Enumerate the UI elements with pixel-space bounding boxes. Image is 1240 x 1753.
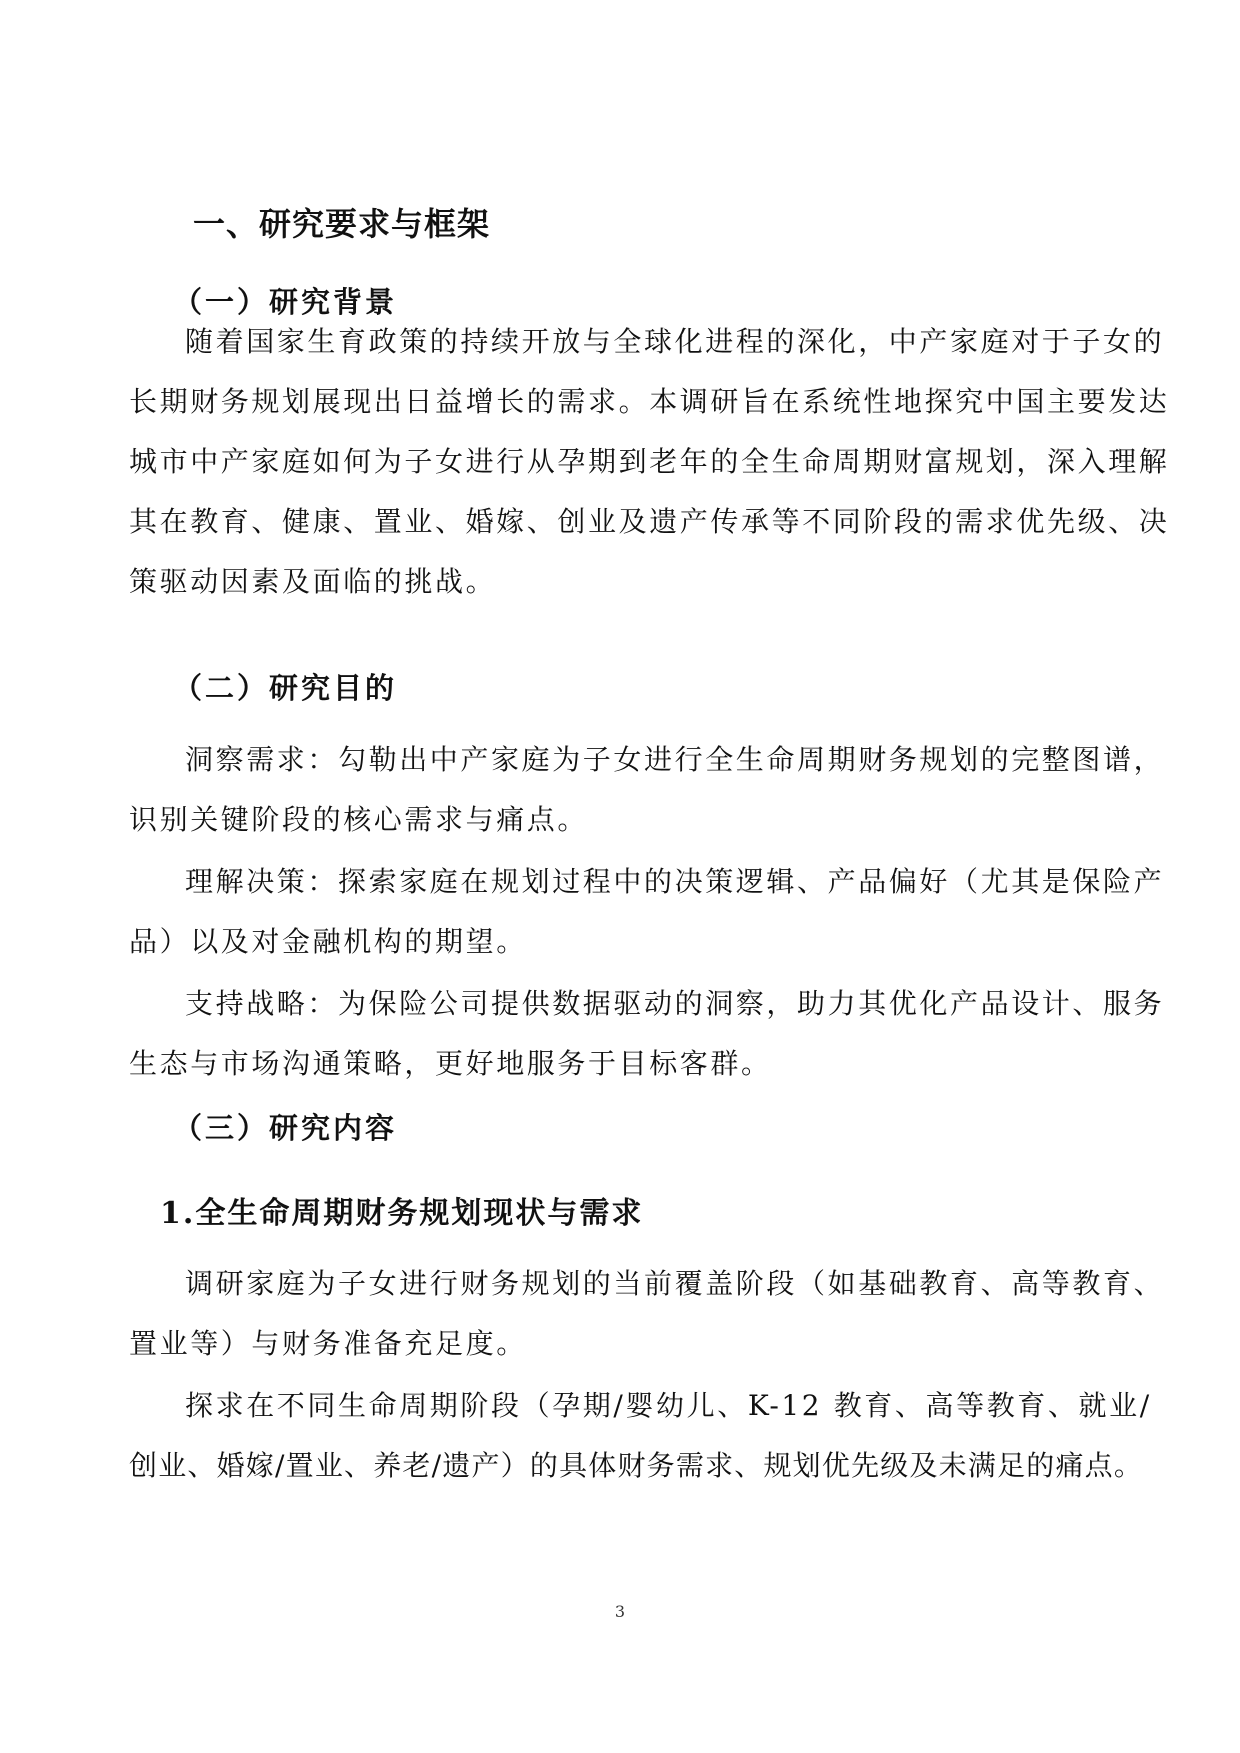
- paragraph-line: 策驱动因素及面临的挑战。: [129, 565, 497, 598]
- paragraph-line: 识别关键阶段的核心需求与痛点。: [129, 803, 589, 836]
- paragraph-line: 城市中产家庭如何为子女进行从孕期到老年的全生命周期财富规划，深入理解: [129, 445, 1170, 478]
- section-heading-objectives: （二）研究目的: [173, 671, 398, 705]
- section-heading-content: （三）研究内容: [173, 1111, 398, 1145]
- objective-paragraph-strategy: [129, 974, 1165, 1094]
- paragraph-line: 品）以及对金融机构的期望。: [129, 925, 527, 958]
- content-paragraph-needs: [129, 1376, 1152, 1496]
- paragraph-line: 探求在不同生命周期阶段（孕期/婴幼儿、K-12 教育、高等教育、就业/: [185, 1389, 1152, 1422]
- paragraph-line: 创业、婚嫁/置业、养老/遗产）的具体财务需求、规划优先级及未满足的痛点。: [129, 1449, 1144, 1482]
- paragraph-line: 随着国家生育政策的持续开放与全球化进程的深化，中产家庭对于子女的: [185, 325, 1165, 358]
- chapter-heading: 一、研究要求与框架: [193, 205, 491, 243]
- paragraph-line: 生态与市场沟通策略，更好地服务于目标客群。: [129, 1047, 772, 1080]
- page-number: 3: [614, 1602, 626, 1621]
- objective-paragraph-insight: [129, 730, 1165, 850]
- paragraph-line: 长期财务规划展现出日益增长的需求。本调研旨在系统性地探究中国主要发达: [129, 385, 1170, 418]
- paragraph-line: 支持战略：为保险公司提供数据驱动的洞察，助力其优化产品设计、服务: [185, 987, 1165, 1020]
- background-paragraph: [129, 312, 1170, 612]
- content-paragraph-status: [129, 1254, 1165, 1374]
- paragraph-line: 置业等）与财务准备充足度。: [129, 1327, 527, 1360]
- paragraph-line: 调研家庭为子女进行财务规划的当前覆盖阶段（如基础教育、高等教育、: [185, 1267, 1165, 1300]
- paragraph-line: 洞察需求：勾勒出中产家庭为子女进行全生命周期财务规划的完整图谱，: [185, 743, 1165, 776]
- objective-paragraph-decision: [129, 852, 1165, 972]
- section-heading-background: （一）研究背景: [173, 285, 398, 319]
- paragraph-line: 理解决策：探索家庭在规划过程中的决策逻辑、产品偏好（尤其是保险产: [185, 865, 1165, 898]
- paragraph-line: 其在教育、健康、置业、婚嫁、创业及遗产传承等不同阶段的需求优先级、决: [129, 505, 1170, 538]
- subsection-heading: 1.全生命周期财务规划现状与需求: [160, 1196, 644, 1231]
